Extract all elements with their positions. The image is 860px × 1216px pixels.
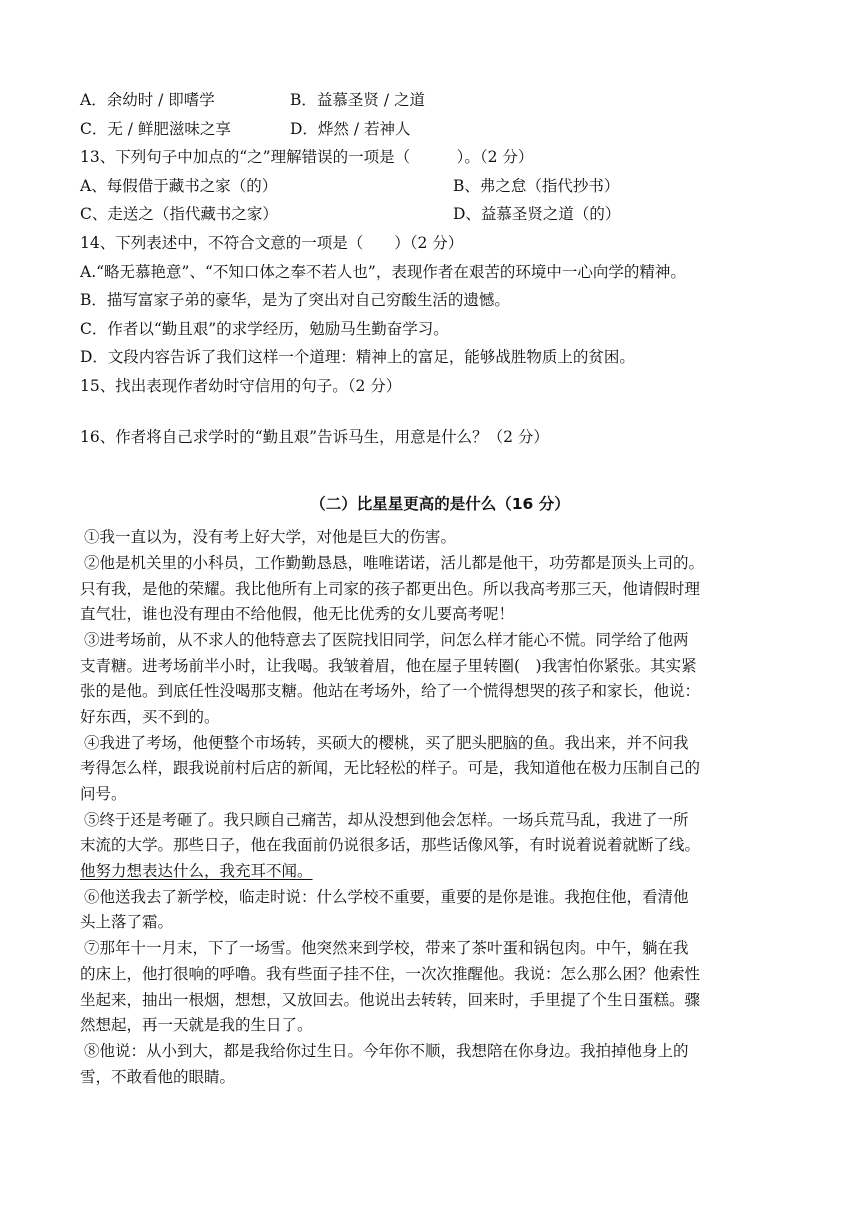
underlined-sentence: 他努力想表达什么，我充耳不闻。: [80, 862, 313, 881]
passage-paragraph-3: [80, 628, 800, 731]
q12-options-row-1: [80, 86, 800, 115]
passage-paragraph-7: [80, 936, 800, 1039]
passage-line: ②他是机关里的小科员，工作勤勤恳恳，唯唯诺诺，活儿都是他干，功劳都是顶头上司的。: [84, 553, 705, 572]
passage-line: ①我一直以为，没有考上好大学，对他是巨大的伤害。: [84, 528, 457, 547]
q13-options-row-1: [80, 172, 800, 201]
section-title: （二）比星星更高的是什么（16 分）: [310, 495, 570, 514]
q16-stem: 16、作者将自己求学时的“勤且艰”告诉马生，用意是什么？（2 分）: [80, 427, 549, 446]
passage-paragraph-6: [80, 885, 800, 936]
exam-page: [80, 86, 800, 1090]
q13-options-row-2: [80, 200, 800, 229]
passage-line: 雪，不敢看他的眼睛。: [80, 1067, 236, 1086]
option-a: A．余幼时 / 即嗜学: [80, 91, 215, 109]
q15-stem: 15、找出表现作者幼时守信用的句子。（2 分）: [80, 376, 402, 395]
passage-paragraph-2: [80, 551, 800, 628]
passage-line: 头上落了霜。: [80, 913, 174, 932]
passage-line: 只有我，是他的荣耀。我比他所有上司家的孩子都更出色。所以我高考那三天，他请假时理: [80, 579, 701, 598]
q13-option-c: C、走送之（指代藏书之家）: [80, 205, 278, 224]
passage-line: 好东西，买不到的。: [80, 707, 220, 726]
passage-line: 直气壮，谁也没有理由不给他假，他无比优秀的女儿要高考呢！: [80, 605, 515, 624]
option-c: C．无 / 鲜肥滋味之享: [80, 119, 231, 138]
q14-option-c: C．作者以“勤且艰”的求学经历，勉励马生勤奋学习。: [80, 319, 449, 338]
passage-line: 的床上，他打很响的呼噜。我有些面子挂不住，一次次推醒他。我说：怎么那么困？他索性: [80, 964, 701, 983]
passage-line: 问号。: [80, 785, 127, 803]
passage-line: ⑥他送我去了新学校，临走时说：什么学校不重要，重要的是你是谁。我抱住他，看清他: [84, 887, 689, 906]
passage-line: 坐起来，抽出一根烟，想想，又放回去。他说出去转转，回来时，手里提了个生日蛋糕。骤: [80, 990, 701, 1009]
passage-line: 张的是他。到底任性没喝那支糖。他站在考场外，给了一个慌得想哭的孩子和家长，他说：: [80, 682, 701, 701]
passage-line: 然想起，再一天就是我的生日了。: [80, 1016, 313, 1035]
option-b: B．益慕圣贤 / 之道: [290, 91, 425, 109]
passage-line: ⑦那年十一月末，下了一场雪。他突然来到学校，带来了茶叶蛋和锅包肉。中午，躺在我: [84, 939, 689, 958]
q13-stem: 13、下列句子中加点的“之”理解错误的一项是（ ）。（2 分）: [80, 148, 534, 167]
passage-line: ④我进了考场，他便整个市场转，买硕大的樱桃，买了肥头肥脑的鱼。我出来，并不问我: [84, 733, 689, 752]
q14-stem: 14、下列表述中，不符合文意的一项是（ ）（2 分）: [80, 233, 464, 252]
q14-option-d: D．文段内容告诉了我们这样一个道理：精神上的富足，能够战胜物质上的贫困。: [80, 348, 635, 367]
passage-line: 支青糖。进考场前半小时，让我喝。我皱着眉，他在屋子里转圈( )我害怕你紧张。其实紧: [80, 656, 697, 675]
passage-line: 末流的大学。那些日子，他在我面前仍说很多话，那些话像风筝，有时说着说着就断了线。: [80, 836, 701, 855]
q13-option-d: D、益慕圣贤之道（的）: [453, 205, 621, 224]
passage-line: ⑧他说：从小到大，都是我给你过生日。今年你不顺，我想陪在你身边。我拍掉他身上的: [84, 1041, 689, 1060]
passage-line-underlined: [80, 859, 800, 885]
passage-paragraph-8: [80, 1039, 800, 1090]
passage-paragraph-4: [80, 731, 800, 808]
q14-option-a: A.“略无慕艳意”、“不知口体之奉不若人也”，表现作者在艰苦的环境中一心向学的精神。: [80, 262, 686, 281]
passage-line: ⑤终于还是考砸了。我只顾自己痛苦，却从没想到他会怎样。一场兵荒马乱，我进了一所: [84, 810, 689, 829]
q12-options-row-2: [80, 115, 800, 144]
passage-line: 考得怎么样，跟我说前村后店的新闻，无比轻松的样子。可是，我知道他在极力压制自己的: [80, 759, 701, 778]
q13-option-b: B、弗之怠（指代抄书）: [453, 176, 620, 195]
option-d: D．烨然 / 若神人: [290, 119, 411, 138]
passage-line: ③进考场前，从不求人的他特意去了医院找旧同学，问怎么样才能心不慌。同学给了他两: [84, 630, 689, 649]
passage-paragraph-5: [80, 808, 800, 885]
q13-option-a: A、每假借于藏书之家（的）: [80, 176, 278, 195]
q14-option-b: B．描写富家子弟的豪华，是为了突出对自己穷酸生活的遗憾。: [80, 291, 510, 310]
passage-paragraph-1: [80, 525, 800, 551]
answer-space: [80, 401, 800, 423]
